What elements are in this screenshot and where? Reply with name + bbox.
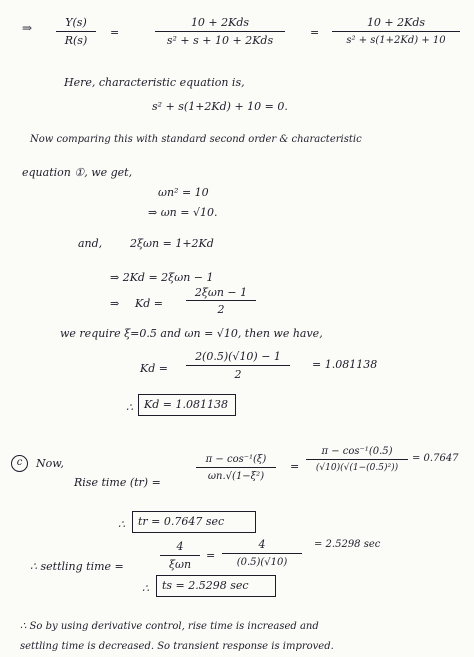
fraction-bar — [186, 300, 256, 301]
kd-step-3-numerator: 2(0.5)(√10) − 1 — [195, 350, 281, 363]
fraction-bar — [332, 31, 460, 32]
settling-time-result-value: ts = 2.5298 sec — [162, 579, 249, 592]
fraction-bar — [160, 555, 200, 556]
rise-time-denominator-1: ωn.√(1−ξ²) — [207, 471, 265, 482]
rhs-denominator: s² + s(1+2Kd) + 10 — [346, 35, 446, 46]
settling-time-result: = 2.5298 sec — [314, 539, 381, 550]
kd-step-1: ⇒ 2Kd = 2ξωn − 1 — [110, 271, 214, 284]
rise-time-denominator-2: (√10)(√(1−(0.5)²)) — [315, 463, 399, 473]
characteristic-equation: s² + s(1+2Kd) + 10 = 0. — [152, 100, 288, 113]
middle-numerator: 10 + 2Kds — [190, 16, 250, 29]
therefore-symbol: ∴ — [126, 401, 133, 414]
implies-arrow: ⇒ — [22, 21, 33, 35]
text-line-equation-ref: equation ①, we get, — [22, 166, 133, 179]
part-c-now: Now, — [36, 457, 64, 470]
lhs-denominator: R(s) — [64, 34, 88, 47]
equals-sign: = — [110, 26, 120, 39]
kd-step-3-lhs: Kd = — [140, 362, 168, 375]
conclusion-line-2: settling time is decreased. So transient response is improved. — [20, 641, 334, 652]
rhs-numerator: 10 + 2Kds — [366, 16, 426, 29]
kd-step-3-denominator: 2 — [234, 368, 242, 381]
fraction-bar — [56, 31, 96, 32]
kd-step-3-result: = 1.081138 — [312, 358, 378, 371]
equals-sign: = — [206, 549, 216, 562]
text-line-comparing: Now comparing this with standard second order & characteristic — [30, 134, 362, 145]
kd-step-2-lhs: Kd = — [135, 297, 163, 310]
implies-arrow: ⇒ — [110, 297, 120, 310]
damping-relation: 2ξωn = 1+2Kd — [130, 237, 214, 250]
therefore-symbol: ∴ — [118, 518, 125, 531]
rise-time-result: = 0.7647 — [412, 453, 459, 464]
settling-time-numerator-2: 4 — [258, 538, 266, 551]
fraction-bar — [155, 31, 285, 32]
kd-step-2-numerator: 2ξωn − 1 — [194, 286, 248, 299]
equals-sign: = — [290, 460, 300, 473]
fraction-bar — [186, 365, 290, 366]
middle-denominator: s² + s + 10 + 2Kds — [166, 34, 274, 47]
kd-result-value: Kd = 1.081138 — [144, 398, 228, 411]
rise-time-numerator-1: π − cos⁻¹(ξ) — [205, 454, 267, 465]
settling-time-numerator-1: 4 — [176, 540, 184, 553]
settling-time-denominator-1: ξωn — [168, 558, 192, 571]
settling-time-label: ∴ settling time = — [30, 560, 124, 573]
settling-time-denominator-2: (0.5)(√10) — [236, 557, 288, 568]
kd-step-2-denominator: 2 — [217, 303, 225, 316]
text-line-here: Here, characteristic equation is, — [64, 76, 245, 89]
fraction-bar — [306, 459, 408, 460]
wn-line: ⇒ ωn = √10. — [148, 206, 218, 219]
and-label: and, — [78, 237, 103, 250]
fraction-bar — [222, 553, 302, 554]
lhs-numerator: Y(s) — [65, 16, 87, 29]
rise-time-numerator-2: π − cos⁻¹(0.5) — [321, 446, 393, 457]
rise-time-label: Rise time (tr) = — [74, 476, 161, 489]
wn-squared-line: ωn² = 10 — [158, 186, 209, 199]
equals-sign: = — [310, 26, 320, 39]
part-c-marker: c — [16, 457, 23, 468]
fraction-bar — [196, 467, 276, 468]
requirement-line: we require ξ=0.5 and ωn = √10, then we have, — [60, 327, 323, 340]
rise-time-result-value: tr = 0.7647 sec — [138, 515, 225, 528]
conclusion-line-1: ∴ So by using derivative control, rise time is increased and — [20, 621, 319, 632]
therefore-symbol: ∴ — [142, 582, 149, 595]
